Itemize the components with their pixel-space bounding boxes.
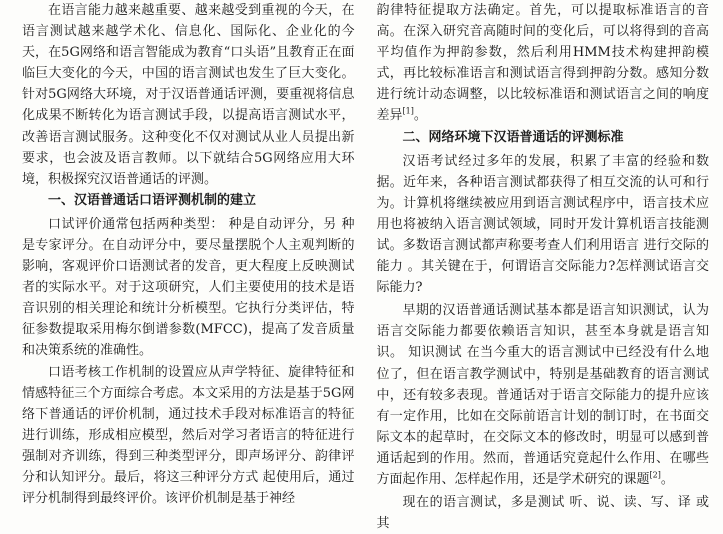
right-column bbox=[376, 0, 710, 532]
intro-paragraph: 在语言能力越来越重要、越来越受到重视的今天，在语言测试越来越学术化、信息化、国际化、企业化的今天，在5G网络和语言智能成为教育“口头语”且教育正在面临巨大变化的今天，中国的语言测试也发生了巨大变化。针对5G网络大环境，对于汉语普通话评测，要重视将信息化成果不断转化为语言测试手段，以提高语言测试水平，改善语言测试服务。这种变化不仅对测试从业人员提出新要求，也会波及语言教师。以下就结合5G网络应用大环境，积极探究汉语普通话的评测。 bbox=[22, 3, 355, 187]
paragraph-test-development: 汉语考试经过多年的发展，积累了丰富的经验和数据。近年来，各种语言测试都获得了相互交流的认可和行为。计算机将继续被应用到语言测试程序中，语言技术应用也将被纳入语言测试领域，同时开发计算机语言技能测试。多数语言测试都声称要考查人们利用语言 进行交际的能力 。其关键在于，何谓语言交际能力?怎样测试语言交际能力? bbox=[376, 153, 709, 296]
paragraph-prosody-end: 。 bbox=[413, 108, 427, 124]
paragraph-prosody-text: 韵律特征提取方法确定。首先，可以提取标准语言的音高。在深入研究音高随时间的变化后，可以将得到的音高平均值作为押韵参数，然后利用HMM技术构建押韵模式，再比较标准语言和测试语言得到押韵分数。感知分数进行统计动态调整，以比较标准语和测试语言之间的响度差异 bbox=[376, 3, 709, 124]
paragraph-evaluation-mechanism: 口语考核工作机制的设置应从声学特征、旋律特征和情感特征三个方面综合考虑。本文采用的方法是基于5G网络下普通话的评价机制，通过技术手段对标准语言的特征进行训练，形成相应模型，然后对学习者语言的特征进行强制对齐训练，得到三种类型评分，即声场评分、韵律评分和认知评分。最后，将这三种评分方式 起使用后，通过评分机制得到最终评价。该评价机制是基于神经 bbox=[22, 364, 355, 507]
left-column bbox=[22, 0, 355, 507]
section-heading-2: 二、网络环境下汉语普通话的评测标准 bbox=[402, 129, 624, 145]
paragraph-knowledge-testing bbox=[377, 300, 710, 490]
paragraph-prosody-continued bbox=[377, 0, 710, 127]
paragraph-knowledge-text: 早期的汉语普通话测试基本都是语言知识测试，认为语言交际能力都要依赖语言知识，甚至本身就是语言知识。 知识测试 在当今重大的语言测试中已经没有什么地位了，但在语言教学测试中，特别是基础教育的语言测试中，还有较多表现。普通话对于语言交际能力的提升应该有一定作用，比如在交际前语言计划的制订时，在书面交际文本的起草时，在交际文本的修改时，明显可以感到普通话起到的作用。然而，普通话究竟起什么作用、在哪些方面起作用、怎样起作用，还是学术研究的课题 bbox=[376, 303, 709, 487]
paragraph-scoring-types: 口试评价通常包括两种类型： 种是自动评分，另 种是专家评分。在自动评分中，要尽量摆脱个人主观判断的影响，客观评价口语测试者的发音，更大程度上反映测试者的实际水平。对于这项研究，人们主要使用的技术是语音识别的相关理论和统计分析模型。它执行分类评估，特征参数提取采用梅尔倒谱参数(MFCC)，提高了发音质量和决策系统的准确性。 bbox=[22, 216, 355, 359]
section-heading-1: 一、汉语普通话口语评测机制的建立 bbox=[48, 192, 257, 208]
citation-1: [1] bbox=[402, 107, 414, 117]
paragraph-knowledge-end: 。 bbox=[660, 471, 674, 487]
paragraph-current-testing: 现在的语言测试，多是测试 听、说、读、写、译 或其 bbox=[376, 495, 709, 532]
citation-2: [2] bbox=[649, 470, 661, 480]
